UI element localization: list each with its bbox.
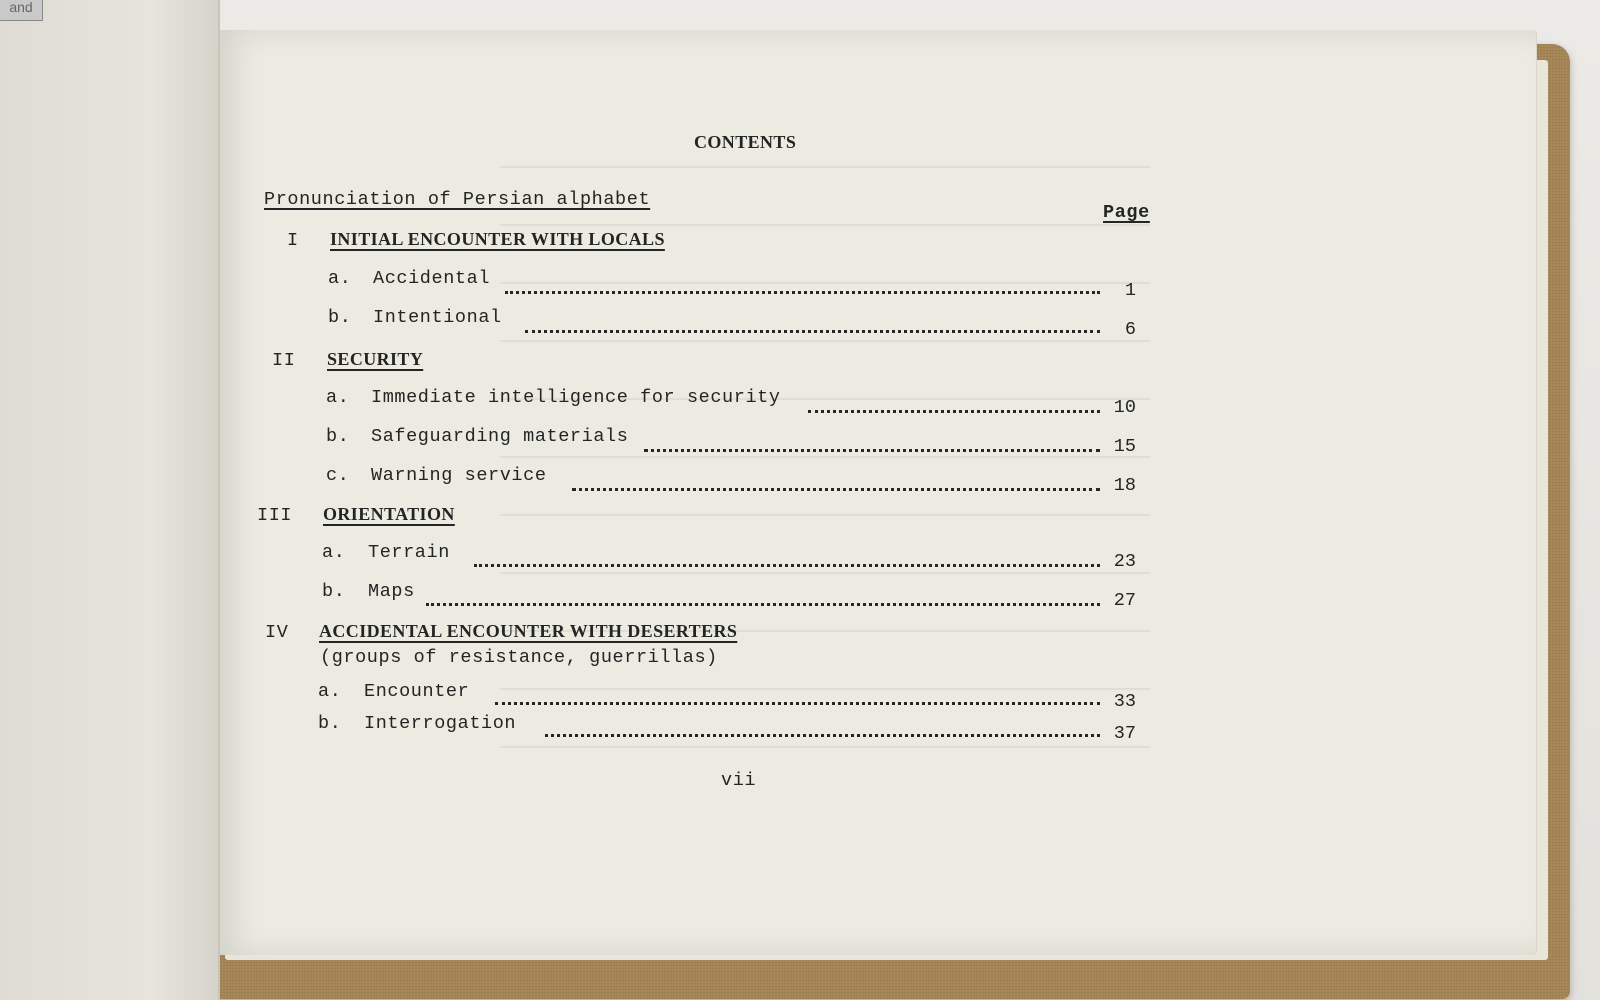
- item-title: Encounter: [364, 681, 470, 702]
- page-number: 27: [1113, 590, 1136, 611]
- page-number: 15: [1113, 436, 1136, 457]
- section-numeral: III: [257, 505, 293, 526]
- page-column-label: Page: [1103, 202, 1150, 223]
- item-title: Safeguarding materials: [371, 426, 629, 447]
- item-letter: b.: [318, 713, 342, 734]
- page-number: 10: [1113, 397, 1136, 418]
- alphabet-heading: Pronunciation of Persian alphabet: [264, 189, 651, 210]
- item-letter: a.: [326, 387, 350, 408]
- item-title: Maps: [368, 581, 415, 602]
- item-title: Intentional: [373, 307, 502, 328]
- dot-leader: [525, 330, 1100, 336]
- section-numeral: IV: [265, 622, 289, 643]
- dot-leader: [426, 603, 1100, 609]
- item-title: Interrogation: [364, 713, 517, 734]
- dot-leader: [808, 410, 1100, 416]
- dot-leader: [505, 291, 1100, 297]
- dot-leader: [644, 449, 1100, 455]
- item-letter: a.: [322, 542, 346, 563]
- page-number: 23: [1113, 551, 1136, 572]
- facing-left-page: [0, 0, 220, 1000]
- item-title: Terrain: [368, 542, 450, 563]
- corner-label: and: [0, 0, 43, 21]
- item-letter: b.: [322, 581, 346, 602]
- section-numeral: I: [287, 230, 299, 251]
- section-title: ACCIDENTAL ENCOUNTER WITH DESERTERS: [319, 621, 738, 641]
- item-title: Accidental: [373, 268, 491, 289]
- section-title: ORIENTATION: [323, 504, 455, 524]
- item-title: Immediate intelligence for security: [371, 387, 781, 408]
- page-number: 1: [1124, 280, 1136, 301]
- section-title: INITIAL ENCOUNTER WITH LOCALS: [330, 229, 665, 249]
- item-letter: a.: [328, 268, 352, 289]
- item-letter: c.: [326, 465, 350, 486]
- dot-leader: [495, 702, 1100, 708]
- page-number: 18: [1113, 475, 1136, 496]
- dot-leader: [545, 734, 1100, 740]
- item-letter: a.: [318, 681, 342, 702]
- page-title: CONTENTS: [694, 132, 797, 152]
- item-letter: b.: [326, 426, 350, 447]
- dot-leader: [474, 564, 1100, 570]
- page-number: 6: [1124, 319, 1136, 340]
- folio-number: vii: [721, 770, 757, 791]
- item-title: Warning service: [371, 465, 547, 486]
- section-numeral: II: [272, 350, 296, 371]
- dot-leader: [572, 488, 1100, 494]
- page-number: 33: [1113, 691, 1136, 712]
- section-subtitle: (groups of resistance, guerrillas): [320, 647, 718, 668]
- item-letter: b.: [328, 307, 352, 328]
- page-number: 37: [1113, 723, 1136, 744]
- section-title: SECURITY: [327, 349, 424, 369]
